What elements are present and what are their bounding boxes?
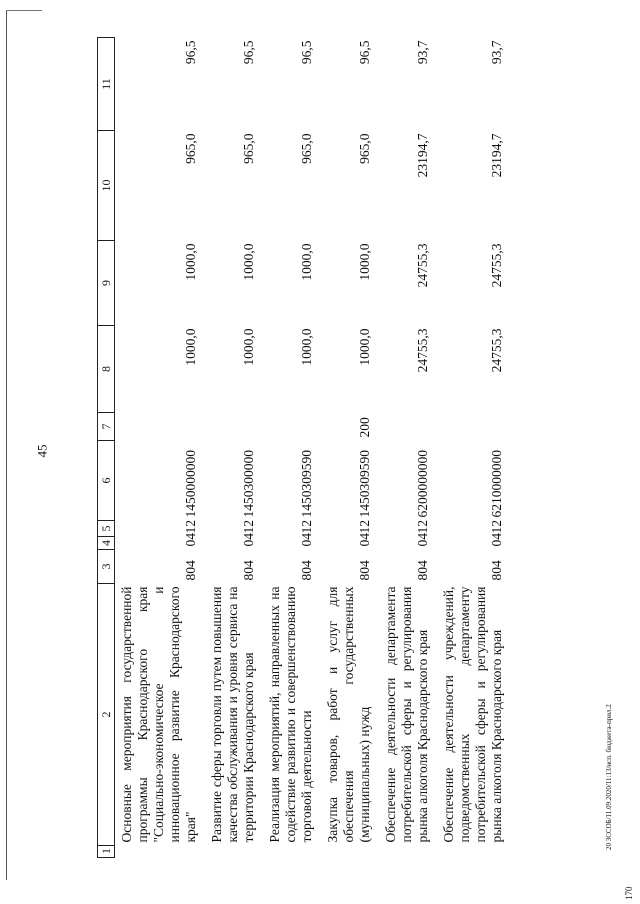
code-section: 04 xyxy=(357,533,372,547)
col1-cell xyxy=(321,846,379,858)
executed-amount: 965,0 xyxy=(241,133,256,164)
code-subsection: 12 xyxy=(183,520,198,534)
table-row xyxy=(321,38,379,858)
table-row xyxy=(263,38,321,858)
code-expense-type: 200 xyxy=(357,417,372,438)
approved-amount: 1000,0 xyxy=(357,328,372,366)
item-name: Развитие сферы торговли путем повышения качества обслуживания и уровня сервиса на территории Краснодарского края xyxy=(209,586,256,843)
table-header-row xyxy=(98,38,115,858)
executed-amount: 965,0 xyxy=(357,133,372,164)
item-name: Обеспечение деятельности учреждений, подведомственных департаменту потребительской сферы и регулирования рынка алкоголя Краснодарского края xyxy=(441,586,504,843)
code-subsection: 12 xyxy=(489,520,504,534)
code-target-article: 1450000000 xyxy=(183,450,198,518)
code-chapter: 804 xyxy=(357,560,372,581)
header-cell: 10 xyxy=(98,131,115,241)
table-row xyxy=(115,38,206,858)
col1-cell xyxy=(115,846,206,858)
execution-percent: 96,5 xyxy=(241,40,256,65)
executed-amount: 23194,7 xyxy=(415,133,430,178)
item-name: Обеспечение деятельности департамента потребительской сферы и регулирования рынка алкоголя Краснодарского края xyxy=(383,586,430,843)
page-number: 45 xyxy=(34,444,50,458)
col1-cell xyxy=(437,846,511,858)
plan-amount: 24755,3 xyxy=(489,243,504,288)
code-target-article: 1450300000 xyxy=(241,450,256,518)
rotated-table-area xyxy=(97,38,607,858)
approved-amount: 1000,0 xyxy=(241,328,256,366)
plan-amount: 1000,0 xyxy=(241,243,256,281)
code-section: 04 xyxy=(183,533,198,547)
plan-amount: 24755,3 xyxy=(415,243,430,288)
code-chapter: 804 xyxy=(241,560,256,581)
code-chapter: 804 xyxy=(183,560,198,581)
scan-edge-line-top xyxy=(6,10,42,11)
code-section: 04 xyxy=(241,533,256,547)
executed-amount: 965,0 xyxy=(183,133,198,164)
header-cell: 2 xyxy=(98,584,115,846)
table-row xyxy=(379,38,437,858)
plan-amount: 1000,0 xyxy=(299,243,314,281)
col1-cell xyxy=(263,846,321,858)
code-chapter: 804 xyxy=(489,560,504,581)
code-expense-type xyxy=(205,413,263,441)
code-target-article: 1450309590 xyxy=(299,450,314,518)
table-row xyxy=(437,38,511,858)
plan-amount: 1000,0 xyxy=(183,243,198,281)
execution-percent: 96,5 xyxy=(357,40,372,65)
code-subsection: 12 xyxy=(241,520,256,534)
code-target-article: 1450309590 xyxy=(357,450,372,518)
code-expense-type xyxy=(379,413,437,441)
footer-code: 20 ЗССОБ/11.09.2020/11:13/исп. бюджета-прил.2 xyxy=(605,704,613,850)
table-wrapper xyxy=(97,38,607,858)
scan-edge-line xyxy=(6,10,7,880)
code-expense-type xyxy=(263,413,321,441)
code-subsection: 12 xyxy=(415,520,430,534)
header-cell: 6 xyxy=(98,441,115,521)
code-target-article: 6200000000 xyxy=(415,450,430,518)
execution-percent: 96,5 xyxy=(183,40,198,65)
code-target-article: 6210000000 xyxy=(489,450,504,518)
code-section: 04 xyxy=(489,533,504,547)
header-cell: 1 xyxy=(98,846,115,858)
table-body xyxy=(115,38,512,858)
header-cell: 9 xyxy=(98,241,115,326)
executed-amount: 23194,7 xyxy=(489,133,504,178)
execution-percent: 93,7 xyxy=(415,40,430,65)
execution-percent: 93,7 xyxy=(489,40,504,65)
plan-amount: 1000,0 xyxy=(357,243,372,281)
code-section: 04 xyxy=(415,533,430,547)
header-cell: 3 xyxy=(98,550,115,584)
approved-amount: 1000,0 xyxy=(299,328,314,366)
code-subsection: 12 xyxy=(357,520,372,534)
sheet-number: 170 xyxy=(624,886,634,900)
header-cell: 5 xyxy=(98,521,115,537)
col1-cell xyxy=(379,846,437,858)
code-subsection: 12 xyxy=(299,520,314,534)
item-name: Реализация мероприятий, направленных на содействие развитию и совершенствованию торговой деятельности xyxy=(267,586,314,843)
approved-amount: 1000,0 xyxy=(183,328,198,366)
item-name: Закупка товаров, работ и услуг для обеспечения государственных (муниципальных) нужд xyxy=(325,586,372,843)
header-cell: 8 xyxy=(98,326,115,413)
code-chapter: 804 xyxy=(415,560,430,581)
header-cell: 4 xyxy=(98,537,115,550)
executed-amount: 965,0 xyxy=(299,133,314,164)
execution-percent: 96,5 xyxy=(299,40,314,65)
budget-table xyxy=(97,37,511,858)
item-name: Основные мероприятия государственной программы Краснодарского края "Социально-экономическое и инновационное развитие Краснодарского края" xyxy=(119,586,198,843)
code-expense-type xyxy=(115,413,206,441)
header-cell: 7 xyxy=(98,413,115,441)
approved-amount: 24755,3 xyxy=(489,328,504,373)
code-chapter: 804 xyxy=(299,560,314,581)
approved-amount: 24755,3 xyxy=(415,328,430,373)
table-row xyxy=(205,38,263,858)
code-expense-type xyxy=(437,413,511,441)
col1-cell xyxy=(205,846,263,858)
code-section: 04 xyxy=(299,533,314,547)
header-cell: 11 xyxy=(98,38,115,131)
